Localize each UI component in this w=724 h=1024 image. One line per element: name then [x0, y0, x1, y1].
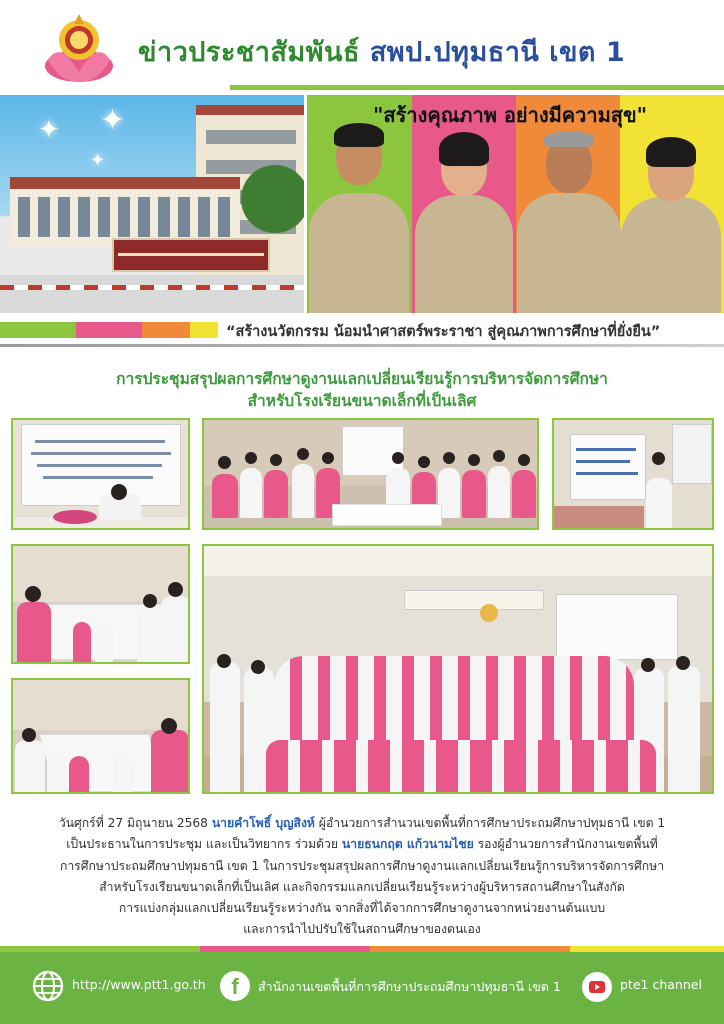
- executive-4: [621, 141, 721, 313]
- executive-3: [517, 133, 621, 313]
- title-office: สพป.ปทุมธานี เขต 1: [369, 37, 626, 68]
- website-link[interactable]: http://www.ptt1.go.th: [72, 977, 206, 992]
- sparkle-icon: ✦: [38, 115, 60, 145]
- sparkle-icon: ✦: [100, 103, 126, 138]
- photo-presenter-flipchart: [552, 418, 714, 530]
- body-line-1: วันศุกร์ที่ 27 มิถุนายน 2568 นายคำโพธิ์ บุญสิงห์ ผู้อำนวยการสำนวนเขตพื้นที่การศึกษาประถมศึกษาปทุมธานี เขต 1: [58, 816, 666, 830]
- body-line-6: และการนำไปปรับใช้ในสถานศึกษาของตนเอง: [243, 922, 481, 937]
- tagline: “สร้างนวัตกรรม น้อมนำศาสตร์พระราชา สู่คุณภาพการศึกษาที่ยั่งยืน”: [226, 324, 661, 340]
- body-line-4: สำหรับโรงเรียนขนาดเล็กที่เป็นเลิศ และกิจกรรมแลกเปลี่ยนเรียนรู้ระหว่างผู้บริหารสถานศึกษาในสังกัด: [99, 879, 625, 894]
- tagline-colorbar-yellow: [190, 322, 218, 338]
- facebook-icon[interactable]: f: [220, 971, 250, 1001]
- youtube-channel-link[interactable]: pte1 channel: [620, 977, 702, 992]
- title-news: ข่าวประชาสัมพันธ์: [138, 37, 360, 68]
- youtube-icon[interactable]: [582, 972, 612, 1002]
- executive-1: [309, 123, 409, 313]
- headline-line-1: การประชุมสรุปผลการศึกษาดูงานแลกเปลี่ยนเรียนรู้การบริหารจัดการศึกษา: [116, 370, 608, 388]
- photo-meeting-table-2: [11, 678, 190, 794]
- tagline-colorbar-pink: [76, 322, 142, 338]
- photo-meeting-table-1: [11, 544, 190, 664]
- tagline-colorbar-green: [0, 322, 76, 338]
- banner: [0, 95, 724, 313]
- globe-icon: [32, 970, 64, 1002]
- deputy-director-name: นายธนกฤต แก้วนามไชย: [341, 837, 474, 852]
- article-body: [0, 813, 724, 941]
- tagline-colorbar-orange: [142, 322, 190, 338]
- tagline-divider: [0, 344, 724, 347]
- office-building-photo: [0, 95, 304, 313]
- agency-logo: [40, 10, 118, 88]
- photo-presentation-screen: [11, 418, 190, 530]
- body-line-2: เป็นประธานในการประชุม และเป็นวิทยากร ร่วมด้วย นายธนกฤต แก้วนามไชย รองผู้อำนวยการสำนักงานเขตพื้นที่: [66, 837, 658, 852]
- header-divider: [230, 85, 724, 90]
- photo-group-portrait: [202, 544, 714, 794]
- headline-line-2: สำหรับโรงเรียนขนาดเล็กที่เป็นเลิศ: [247, 392, 477, 410]
- sparkle-icon: ✦: [90, 150, 106, 171]
- header: [0, 0, 724, 95]
- executive-2: [415, 138, 513, 313]
- banner-slogan: "สร้างคุณภาพ อย่างมีความสุข": [373, 103, 648, 127]
- page-title: [138, 30, 625, 73]
- body-line-3: การศึกษาประถมศึกษาปทุมธานี เขต 1 ในการประชุมสรุปผลการศึกษาดูงานแลกเปลี่ยนเรียนรู้การบริหารจัดการศึกษา: [59, 858, 665, 873]
- body-line-5: การแบ่งกลุ่มแลกเปลี่ยนเรียนรู้ระหว่างกัน จากสิ่งที่ได้จากการศึกษาดูงานจากหน่วยงานต้นแบบ: [118, 901, 606, 916]
- facebook-page-link[interactable]: สำนักงานเขตพื้นที่การศึกษาประถมศึกษาปทุมธานี เขต 1: [258, 979, 561, 994]
- director-name: นายคำโพธิ์ บุญสิงห์: [211, 816, 315, 830]
- photo-group-discussion: [202, 418, 539, 530]
